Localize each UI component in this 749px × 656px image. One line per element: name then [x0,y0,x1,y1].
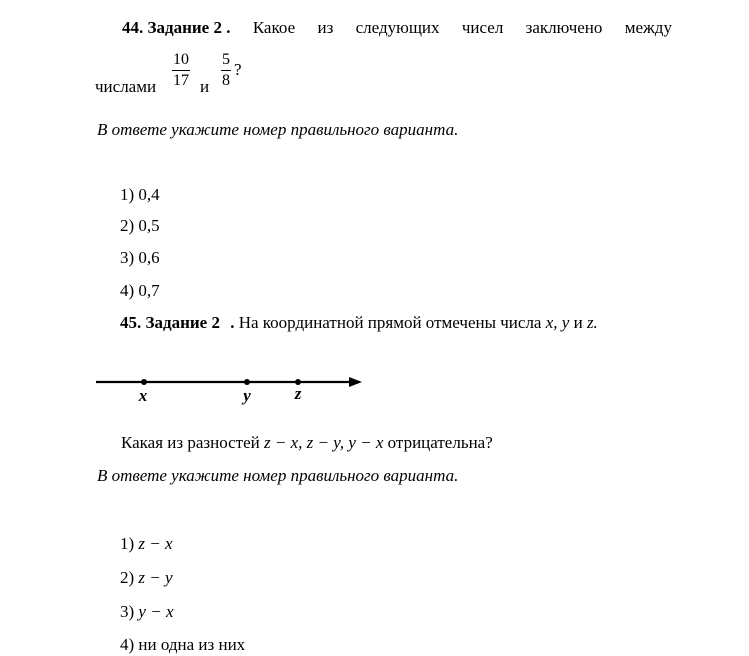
axis-label-z: z [294,384,302,403]
task44-option-1: 1) 0,4 [120,185,160,204]
task44-option-3: 3) 0,6 [120,248,160,267]
task44-option-2: 2) 0,5 [120,216,160,235]
task44-word: между [624,18,672,37]
coordinate-line [0,370,380,394]
task45-option-2 [120,568,173,588]
task45-instruction: В ответе укажите номер правильного варианта. [97,466,459,485]
task45-label: Задание 2 [145,313,220,332]
task44-question-mark: ? [234,60,242,79]
option-number: 4) [120,635,135,654]
axis-point-x [141,379,147,385]
task44-conj: и [200,77,210,96]
fraction-denominator: 17 [173,72,189,89]
fraction-numerator: 10 [172,52,190,71]
option-number: 1) [120,534,135,553]
task45-var-x: x, [545,313,558,332]
task45-subquestion [121,433,493,453]
task44-question-line1 [122,18,672,38]
task44-word: заключено [525,18,603,37]
axis-label-x: x [138,386,148,405]
task44-word: из [317,18,334,37]
task45-question-suffix: отрицательна? [387,433,493,452]
task45-var-z: z. [586,313,598,332]
task45-question-prefix: Какая из разностей [121,433,260,452]
task45-option-1 [120,534,173,554]
task45-conj: и [573,313,583,332]
task44-fraction-10-17 [172,52,190,89]
task45-expr-2: z − y, [306,433,345,452]
task44-line2-prefix: числами [95,77,157,96]
task45-number: 45. [120,313,142,332]
task45-var-y: y [561,313,570,332]
axis-arrow [349,377,362,387]
axis-point-y [244,379,250,385]
option-expression: ни одна из них [138,635,246,654]
option-number: 2) [120,568,135,587]
task44-option-4: 4) 0,7 [120,281,160,300]
task45-expr-3: y − x [348,433,384,452]
task44-word: Какое [252,18,296,37]
task44-number: 44. [122,18,144,37]
task45-dot: . [230,313,235,332]
task44-word: чисел [461,18,504,37]
option-expression: z − x [138,534,173,553]
option-expression: z − y [138,568,173,587]
task45-text: На координатной прямой отмечены числа [238,313,542,332]
task44-fraction-5-8 [221,52,231,89]
task45-expr-1: z − x, [264,433,303,452]
fraction-denominator: 8 [222,72,230,89]
task44-instruction: В ответе укажите номер правильного варианта. [97,120,459,139]
task45-question-line [120,313,598,333]
fraction-numerator: 5 [221,52,231,71]
task45-option-3 [120,602,173,622]
task44-word: следующих [355,18,440,37]
task44-label: Задание 2 . [147,18,231,37]
task45-option-4 [120,635,245,655]
axis-label-y: y [243,386,251,405]
option-number: 3) [120,602,135,621]
option-expression: y − x [138,602,174,621]
